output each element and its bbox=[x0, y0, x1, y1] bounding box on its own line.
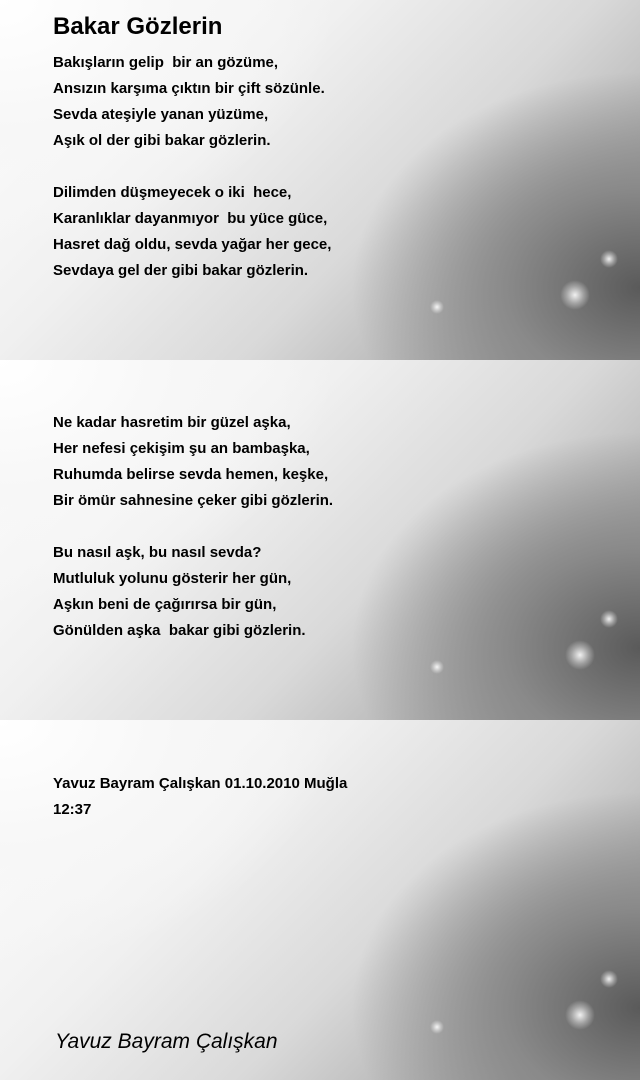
poem-line: Ruhumda belirse sevda hemen, keşke, bbox=[53, 466, 329, 483]
author-date-line: Yavuz Bayram Çalışkan 01.10.2010 Muğla bbox=[53, 775, 348, 792]
poem-line: Her nefesi çekişim şu an bambaşka, bbox=[53, 440, 310, 457]
poem-line: Bir ömür sahnesine çeker gibi gözlerin. bbox=[53, 492, 334, 509]
time-line: 12:37 bbox=[53, 801, 92, 818]
stanza-1 bbox=[53, 50, 325, 154]
poem-line: Aşık ol der gibi bakar gözlerin. bbox=[53, 132, 271, 149]
poem-line: Gönülden aşka bakar gibi gözlerin. bbox=[53, 622, 306, 639]
sparkle-decoration bbox=[600, 610, 618, 628]
poem-line: Karanlıklar dayanmıyor bu yüce güce, bbox=[53, 210, 328, 227]
stanza-4 bbox=[53, 540, 306, 644]
poem-line: Mutluluk yolunu gösterir her gün, bbox=[53, 570, 292, 587]
poem-line: Dilimden düşmeyecek o iki hece, bbox=[53, 184, 292, 201]
sparkle-decoration bbox=[430, 300, 444, 314]
poem-line: Bakışların gelip bir an gözüme, bbox=[53, 54, 279, 71]
poem-panel-1 bbox=[0, 0, 640, 360]
author-signature: Yavuz Bayram Çalışkan bbox=[55, 1030, 278, 1053]
sparkle-decoration bbox=[430, 660, 444, 674]
poem-panel-3 bbox=[0, 720, 640, 1080]
poem-line: Ne kadar hasretim bir güzel aşka, bbox=[53, 414, 291, 431]
poem-line: Sevdaya gel der gibi bakar gözlerin. bbox=[53, 262, 309, 279]
stanza-2 bbox=[53, 180, 331, 284]
sparkle-decoration bbox=[560, 280, 590, 310]
sparkle-decoration bbox=[600, 250, 618, 268]
poem-line: Aşkın beni de çağırırsa bir gün, bbox=[53, 596, 277, 613]
sparkle-decoration bbox=[430, 1020, 444, 1034]
poem-line: Ansızın karşıma çıktın bir çift sözünle. bbox=[53, 80, 325, 97]
sparkle-decoration bbox=[565, 640, 595, 670]
sparkle-decoration bbox=[600, 970, 618, 988]
poem-line: Hasret dağ oldu, sevda yağar her gece, bbox=[53, 236, 332, 253]
poem-panel-2 bbox=[0, 360, 640, 720]
poem-title: Bakar Gözlerin bbox=[53, 13, 223, 40]
poem-line: Sevda ateşiyle yanan yüzüme, bbox=[53, 106, 269, 123]
poem-footer bbox=[53, 771, 347, 823]
poem-line: Bu nasıl aşk, bu nasıl sevda? bbox=[53, 544, 262, 561]
sparkle-decoration bbox=[565, 1000, 595, 1030]
stanza-3 bbox=[53, 410, 333, 514]
